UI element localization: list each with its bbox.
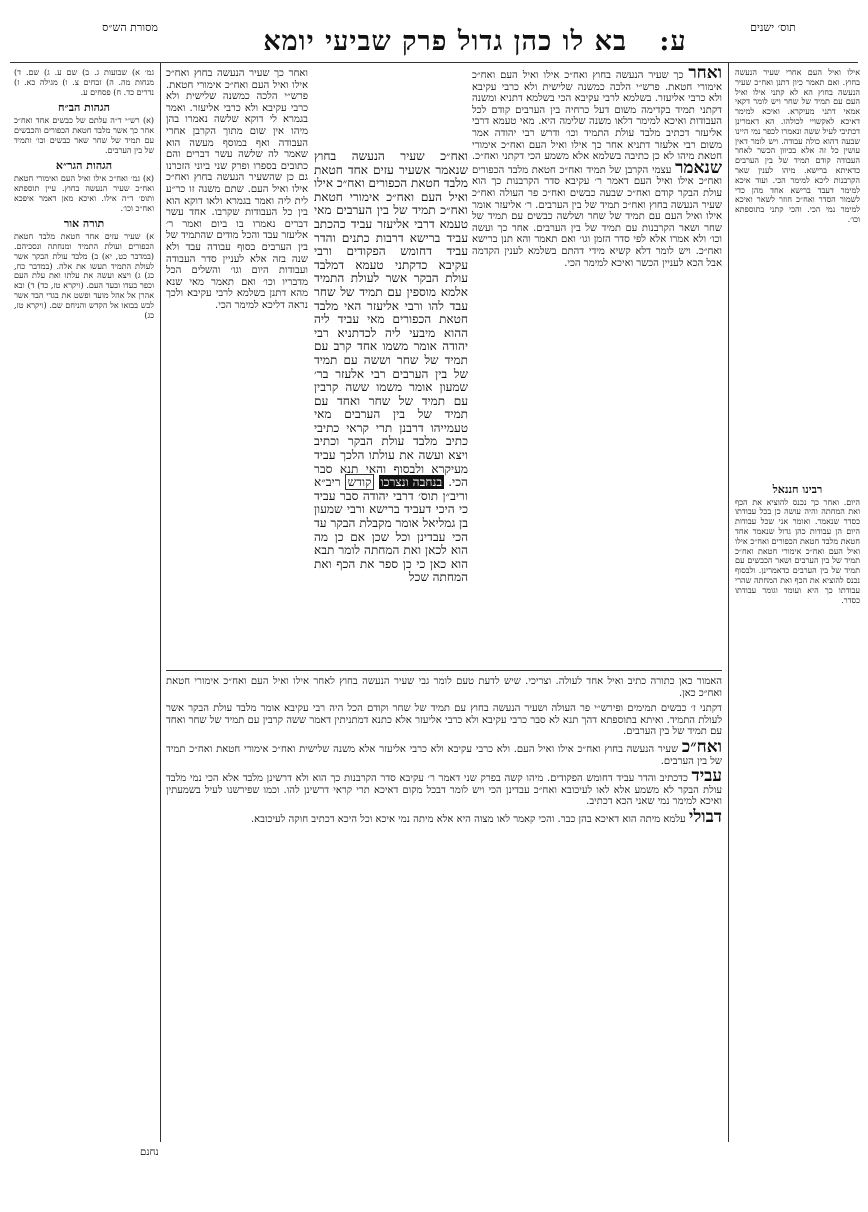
tosafot-upper-column [166, 68, 308, 666]
folio-number: ע: [659, 26, 687, 57]
torah-or-heading: תורה אור [63, 217, 105, 231]
hagahot-habach-text: (א) רש״י ד״ה עלתם של כבשים אחד ואח״כ אחר כך אשר מלבד חטאת הכפורים והכבשים עם תמיד של שחר שאר כבשים וכו׳ ותמיד של בין הערבים. [14, 116, 154, 155]
page-signature-mark: נחנם [140, 1147, 159, 1158]
bottom-paragraph-5 [166, 806, 722, 827]
gemara-text-end: ריב״א וריב״ן תוס׳ דרבי יהודה סבר עביד כי היכי דעביד ברישא ורבי שמעון בן גמליאל אומר מקבלת הבקר עד הכי עבדינן וכל שכן אם כן מה הוא לכאן ואת המחתה לומר תבא הוא כאן כי כן ספר את הכף ואת המחתה שכל [314, 475, 468, 585]
tosafot-yeshanim-column [735, 68, 860, 1138]
bottom-opening-word-2: ואח״כ [681, 736, 722, 757]
column-divider-left [160, 62, 161, 1142]
column-divider-right [728, 62, 729, 1142]
tosafot-yeshanim-text: אילו ואיל העם אחרי שעיר הנעשה בחוץ. ואם תאמר כיון דתנן ואח״כ שעיר הנעשה בחוץ הא לא קתני אילו ואיל העם עם תמיד של שחר ויש לומר דקאי אמאי דתני מעיקרא. ואיכא למימר דאיכא לאקשויי לכולהו. הא דאמרינן דכתיבי לעיל ששה ונאמרו לכפר נמי היינו שבעה דהוא כולה עבודה. ויש לומר דאין עושין כל זה אלא בכיוון הכשר לאחר העבודה קודם תמיד של בין הערבים כדאיתא ברישא. מיהו לענין שאר הקרבנות ליכא למימר הכי. ועוד איכא למימר דעבד ברישא אחד מהן כדי לשמור הסדר ואח״כ חוזר לשאר ואיכא למימר נמי הכי. והכי קתני בתוספתא וכו׳. [735, 68, 860, 224]
boxed-word: קודש [345, 474, 375, 490]
bottom-text-3: שעיר הנעשה בחוץ ואח״כ אילו ואיל העם. ולא כרבי עקיבא ולא כרבי אליעזר אלא משנה שלישית ואח״כ אימורי חטאת ואח״כ תמיד של בין הערבים. [166, 743, 722, 767]
hagahot-hagra-text: (א) גמ׳ ואח״כ אילו ואיל העם ואימורי חטאת ואח״כ שעיר הנעשה בחוץ. עיין תוספתא ותוס׳ ד״ה אילו. ואיכא מאן דאמר איפכא ואח״כ וכו׳. [14, 174, 154, 213]
bottom-paragraph-4 [166, 766, 722, 808]
rabbeinu-chananel-heading: רבינו חננאל [772, 482, 823, 496]
rashi-opening-word: ואחר [688, 68, 722, 83]
bottom-paragraph-1: האמור כאן כתורה כתיב ואיל אחד לעולה. וצריכי. שיש לדעת טעם לומר גבי שעיר הנעשה בחוץ לאחר אילו ואיל העם ואח״כ אימורי חטאת ואח״כ כאן. [166, 676, 722, 699]
rashi-column [472, 68, 722, 666]
masoret-hashas-label: מסורת הש״ס [102, 21, 158, 34]
chapter-title: בא לו כהן גדול פרק שביעי יומא [263, 26, 627, 57]
header-rule [10, 62, 858, 63]
masoret-hashas-column [14, 68, 154, 768]
rashi-text-2: עצמי הקרבן של תמיד ואח״כ חטאת מלבד הכפורים ואח״כ אילו ואיל העם דאמר ר׳ עקיבא סדר הקרבנות כך הוא עולת הבקר קודם ואח״כ שבעה כבשים ואח״כ פר העולה ואח״כ שעיר הנעשה בחוץ ואח״כ תמיד של בין הערבים. ר׳ אליעזר אומר אילו ואיל העם עם תמיד של שחר ושלשה כבשים עם תמיד של שחר ושאר הקרבנות עם תמיד של בין הערבים. אחר כך ועשה וכו׳ ולא אמרו אלא לפי סדר הזמן וגו׳ ואם תאמר והא תנן ברישא ואח״כ. ויש לומר דלא קשיא מידי דהתם בשלמא לענין הקדמה אבל הכא לעניין הכשר ואיכא למימר הכי. [472, 164, 722, 269]
tosafot-upper-text: ואחר כך שעיר הנעשה בחוץ ואח״כ אילו ואיל העם ואח״כ אימורי חטאת. פרש״י הלכה כמשנה שלישית ולא כרבי עקיבא ולא כרבי אליעזר. ואמר בגמרא לי דוקא שלשה נאמרו בהן מיהו אין שום מתוך הקרבן אחרי העבודה ואף במוסף מעשה הוא שאמר לה שלשה עשר דברים והם כתובים בספרו ופרק שני ביוני הזכרנו גם כן שהשעיר הנעשה בחוץ ואח״כ אילו ואיל העם. שתם משנה זו כר״ע לית ליה ואמר בגמרא ולאו דוקא הוא בין כל העבודות שקרבו. אחד עשר דברים נאמרו בו ביום ואמר ר׳ אליעזר עבד והכל מודים שהתמיד של בין הערבים בסוף עבודה עבד ולא שנה בזה אלא לעניין סדר העבודה ועבודות היום וגו׳ והשלים הכל מדבריו וכו׳ ואם תאמר מאי שנא מהא דתנן בשלמא לרבי עקיבא ולכך נראה דליכא למימר הכי. [166, 68, 308, 311]
hagahot-habach-heading: הגהות הב״ח [58, 101, 110, 115]
bottom-section-rule [166, 670, 722, 671]
bottom-paragraph-3 [166, 736, 722, 767]
page-header [0, 18, 868, 64]
bottom-text-4: כדכתיב והדר עביד דחומש הפקודים. מיהו קשה בפרק שני דאמר ר׳ עקיבא סדר הקרבנות כך הוא ולא דרשינן מלבד אלא הכי נמי מלבד עולת הבקר לא משמע אלא לאו לעיכובא ואח״כ עבדינן הכי ויש לומר דבכל מקום דאיכא תרי קראי דרשינן להו. וכמו שפירשנו לעיל בשמעתין ואיכא למימר נמי שאני הכא דכתיב. [166, 773, 722, 808]
rashi-section-word: שנאמר [675, 157, 722, 178]
hagahot-hagra-heading: הגהות הגר״א [55, 159, 113, 173]
rashi-text: כך שעיר הנעשה בחוץ ואח״כ אילו ואיל העם ואח״כ אימורי חטאת. פרש״י הלכה כמשנה שלישית ולא כרבי עקיבא ולא כרבי אליעזר. בשלמא לרבי עקיבא הכי בשלמא דתניא ומשנה דקתני תמיד בקדימה משום דעל כרחיה בין הערבים קודם לכל העבודות ואיכא למימר דלאו משנה שלימה היא. מאי טעמא דרבי אליעזר דכתיב מלבד עולת התמיד וכו׳ ודרש רבי יהודה אמר משום רבי אלעזר דתניא אחר כך אילו ואיל העם ואח״כ אימורי חטאת מיהו לא כן כתיבה בשלמא אלא משמע הכי דקתני ואח״כ. [472, 70, 722, 163]
bottom-paragraph-2: דקתני ז׳ כבשים תמימים ופירש״י פר העולה ושעיר הנעשה בחוץ עם תמיד של שחר וקודם הכל היה רבי עקיבא אומר מלבד עולת הבקר אשר לעולת התמיד. ואיתא בתוספתא דהך תנא לא סבר כרבי עקיבא ולא כרבי אליעזר אלא כתנא דמתניתין דאמר ששה קרבין עם תמיד של שחר ואחד עם תמיד של בין הערבים. [166, 703, 722, 738]
tosafot-yeshanim-label: תוס׳ ישנים [750, 21, 796, 34]
masoret-hashas-refs: גמ׳ א) שבועות ג. ב) שם ע. ג) שם. ד) מנחות מה. ה) זבחים צ. ו) מגילה כא. ז) נדרים כד. ח) פסחים ע. [14, 68, 154, 97]
bottom-text-5: עלמא מיתה הוא דאיכא בהן כבר. והכי קאמר לאו מצוה היא אלא מיתה נמי איכא וכל היכא דכתיב חוקה לעיכובא. [250, 813, 686, 825]
page-title [215, 26, 735, 57]
highlighted-phrase[interactable]: בנחבה ונצרכו [380, 475, 443, 490]
gemara-text: ואח״כ שעיר הנעשה בחוץ שנאמר אשעיר עזים אחד חטאת מלבד חטאת הכפורים ואח״כ אילו ואיל העם ואח״כ אימורי חטאת ואח״כ תמיד של בין הערבים מאי טעמא דרבי אליעזר עביד כהכתב עביד ברישא דרבות כתנים והדר עביד דחומש הפקודים ורבי עקיבא כדקתני טעמא דמלבד עולת הבקר אשר לעולת התמיד אלמא מוספין עם תמיד של שחר עבד להו ורבי אליעזר האי מלבד חטאת הכפורים מאי עביד ליה ההוא מיבעי ליה לכדתניא רבי יהודה אומר משמו אחד קרב עם תמיד של שחר וששה עם תמיד של בין הערבים רבי אלעזר בר׳ שמעון אומר משמו ששה קרבין עם תמיד של שחר ואחד עם תמיד של בין הערבים מאי טעמייהו דרבנן תרי קראי כתיבי כתיב מלבד עולת הבקר וכתיב ויצא ועשה את עולתו הלכך עביד מעיקרא ולבסוף והאי תנא סבר הכי. [314, 150, 468, 490]
bottom-opening-word-4: דבולי [688, 806, 722, 827]
bottom-opening-word-3: עביד [691, 766, 722, 787]
bottom-commentary [166, 676, 722, 1136]
torah-or-text: א) שעיר עזים אחד חטאת מלבד חטאת הכפורים ועולת התמיד ומנחתה ונסכיהם. (במדבר כט, יא) ב) מלבד עולת הבקר אשר לעולת התמיד תעשו את אלה. (במדבר כח, כג) ג) ויצא ועשה את עלתו ואת עלת העם וכפר בעדו ובעד העם. (ויקרא טז, כד) ד) ובא אהרן אל אהל מועד ופשט את בגדי הבד אשר לבש בבואו אל הקדש והניחם שם. (ויקרא טז, כג) [14, 232, 154, 320]
rabbeinu-chananel-text: היום. ואחר כך נכנס להוציא את הכף ואת המחתה והיה עושה כן בכל עבודתו כסדר שנאמר. ואומר אני שכל עבודות היום הן עבודות כהן גדול שנאמר אחד חטאת מלבד חטאת הכפורים ואח״כ אילו ואיל העם ואח״כ אימורי חטאת ואח״כ תמיד של בין הערבים ושאר הכבשים עם תמיד של בין הערבים כדאמרינן. ולבסוף נכנס להוציא את הכף ואת המחתה שהרי עבודתו כך היא ועומד וגומר עבודתו כסדר. [735, 497, 860, 605]
gemara-center-column [314, 150, 468, 666]
